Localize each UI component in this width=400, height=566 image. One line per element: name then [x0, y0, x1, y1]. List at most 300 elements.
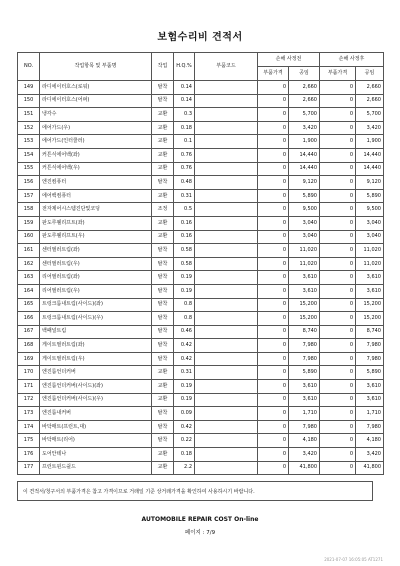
table-row [18, 366, 384, 380]
cell-before-labor: 7,980 [289, 420, 320, 434]
cell-part-code [195, 434, 258, 448]
cell-after-labor: 4,180 [356, 434, 384, 448]
document-title: 보험수리비 견적서 [157, 32, 243, 43]
cell-before-labor: 9,120 [289, 176, 320, 190]
cell-after-part-price: 0 [320, 203, 356, 217]
cell-no: 158 [18, 203, 40, 217]
cell-hours: 0.1 [174, 135, 195, 149]
col-header-no: NO. [18, 53, 40, 81]
table-row [18, 393, 384, 407]
cell-no: 170 [18, 366, 40, 380]
cell-part-code [195, 203, 258, 217]
table-row [18, 325, 384, 339]
cell-part-code [195, 135, 258, 149]
table-row [18, 94, 384, 108]
cell-item: 커튼식에어백(우) [40, 162, 152, 176]
cell-item: 판도루웰리프트(좌) [40, 216, 152, 230]
table-row [18, 189, 384, 203]
cell-part-code [195, 121, 258, 135]
cell-before-labor: 3,420 [289, 448, 320, 462]
cell-no: 154 [18, 148, 40, 162]
cell-before-labor: 14,440 [289, 148, 320, 162]
cell-work: 교환 [152, 393, 174, 407]
table-row [18, 448, 384, 462]
cell-hours: 0.14 [174, 94, 195, 108]
cell-after-part-price: 0 [320, 216, 356, 230]
cell-item: 센터필러트림(우) [40, 257, 152, 271]
cell-item: 엔진룸언더커버(사이드)(우) [40, 393, 152, 407]
cell-before-labor: 3,610 [289, 380, 320, 394]
table-row [18, 108, 384, 122]
cell-hours: 0.76 [174, 162, 195, 176]
cell-part-code [195, 393, 258, 407]
cell-before-labor: 5,890 [289, 366, 320, 380]
cell-no: 161 [18, 244, 40, 258]
cell-no: 168 [18, 339, 40, 353]
cell-before-part-price: 0 [258, 203, 289, 217]
cell-part-code [195, 189, 258, 203]
col-header-after-part-price: 부품가격 [320, 67, 356, 81]
cell-work: 교환 [152, 380, 174, 394]
cell-no: 173 [18, 407, 40, 421]
cell-work: 탈착 [152, 352, 174, 366]
cell-item: 라디에이터호스(로워) [40, 81, 152, 95]
cell-item: 게이트필러트림(좌) [40, 339, 152, 353]
cell-before-labor: 3,610 [289, 393, 320, 407]
cell-after-labor: 15,200 [356, 298, 384, 312]
cell-work: 탈착 [152, 325, 174, 339]
cell-work: 탈착 [152, 298, 174, 312]
cell-after-labor: 3,040 [356, 216, 384, 230]
cell-item: 엔진컴퓨터 [40, 176, 152, 190]
cell-before-part-price: 0 [258, 244, 289, 258]
cell-hours: 0.76 [174, 148, 195, 162]
cell-before-labor: 9,500 [289, 203, 320, 217]
cell-no: 150 [18, 94, 40, 108]
cell-work: 교환 [152, 135, 174, 149]
cell-before-labor: 3,040 [289, 230, 320, 244]
cell-no: 167 [18, 325, 40, 339]
cell-no: 157 [18, 189, 40, 203]
cell-after-labor: 7,980 [356, 420, 384, 434]
table-row [18, 121, 384, 135]
cell-after-labor: 14,440 [356, 162, 384, 176]
cell-part-code [195, 148, 258, 162]
cell-no: 174 [18, 420, 40, 434]
cell-after-part-price: 0 [320, 434, 356, 448]
col-header-item: 작업항목 및 부품명 [40, 53, 152, 81]
cell-item: 센터필러트림(좌) [40, 244, 152, 258]
cell-work: 교환 [152, 216, 174, 230]
cell-work: 조정 [152, 203, 174, 217]
cell-hours: 0.18 [174, 121, 195, 135]
cell-before-part-price: 0 [258, 448, 289, 462]
cell-after-labor: 9,500 [356, 203, 384, 217]
cell-no: 156 [18, 176, 40, 190]
cell-work: 탈착 [152, 271, 174, 285]
cell-before-labor: 4,180 [289, 434, 320, 448]
cell-no: 162 [18, 257, 40, 271]
cell-item: 게이트필러트림(우) [40, 352, 152, 366]
table-row [18, 352, 384, 366]
cell-work: 교환 [152, 148, 174, 162]
cell-hours: 0.31 [174, 366, 195, 380]
table-row [18, 284, 384, 298]
col-header-part-code: 부품코드 [195, 53, 258, 81]
cell-hours: 0.19 [174, 284, 195, 298]
cell-part-code [195, 407, 258, 421]
cell-hours: 0.46 [174, 325, 195, 339]
table-row [18, 312, 384, 326]
cell-item: 라디에이터호스(어퍼) [40, 94, 152, 108]
cell-work: 탈착 [152, 434, 174, 448]
cell-before-labor: 7,980 [289, 339, 320, 353]
cell-work: 교환 [152, 162, 174, 176]
cell-before-part-price: 0 [258, 380, 289, 394]
cell-part-code [195, 271, 258, 285]
cell-before-part-price: 0 [258, 216, 289, 230]
cell-hours: 0.8 [174, 298, 195, 312]
cell-before-part-price: 0 [258, 94, 289, 108]
cell-after-part-price: 0 [320, 312, 356, 326]
cell-hours: 0.19 [174, 393, 195, 407]
cell-item: 프런트윈드쉴드 [40, 461, 152, 475]
cell-before-part-price: 0 [258, 366, 289, 380]
col-header-hours: H.Q.% [174, 53, 195, 81]
cell-no: 165 [18, 298, 40, 312]
cell-after-part-price: 0 [320, 366, 356, 380]
table-row [18, 434, 384, 448]
cell-after-labor: 5,890 [356, 366, 384, 380]
cell-after-labor: 3,610 [356, 380, 384, 394]
cell-after-part-price: 0 [320, 271, 356, 285]
footer-title: AUTOMOBILE REPAIR COST On-line [141, 516, 259, 523]
cell-before-labor: 15,200 [289, 312, 320, 326]
cell-before-labor: 1,710 [289, 407, 320, 421]
cell-no: 176 [18, 448, 40, 462]
cell-after-labor: 3,420 [356, 121, 384, 135]
cell-work: 교환 [152, 189, 174, 203]
cell-item: 에어백컴퓨터 [40, 189, 152, 203]
cell-part-code [195, 216, 258, 230]
table-row [18, 81, 384, 95]
cell-work: 교환 [152, 108, 174, 122]
cell-part-code [195, 284, 258, 298]
cell-after-part-price: 0 [320, 94, 356, 108]
cell-before-part-price: 0 [258, 298, 289, 312]
cell-after-part-price: 0 [320, 325, 356, 339]
cell-before-part-price: 0 [258, 108, 289, 122]
cell-after-labor: 11,020 [356, 257, 384, 271]
cell-before-part-price: 0 [258, 271, 289, 285]
table-row [18, 203, 384, 217]
cell-before-labor: 41,800 [289, 461, 320, 475]
cell-hours: 0.48 [174, 176, 195, 190]
cell-hours: 0.19 [174, 271, 195, 285]
cell-part-code [195, 312, 258, 326]
header-row-1 [18, 53, 384, 67]
cell-item: 트렁크룸내트림(사이드)(좌) [40, 298, 152, 312]
cell-work: 탈착 [152, 312, 174, 326]
cell-no: 149 [18, 81, 40, 95]
cell-before-part-price: 0 [258, 135, 289, 149]
cell-after-labor: 14,440 [356, 148, 384, 162]
cell-after-part-price: 0 [320, 380, 356, 394]
cell-before-part-price: 0 [258, 312, 289, 326]
table-row [18, 216, 384, 230]
cell-part-code [195, 461, 258, 475]
cell-item: 엔진룸내커버 [40, 407, 152, 421]
cell-hours: 0.3 [174, 108, 195, 122]
cell-part-code [195, 257, 258, 271]
cell-part-code [195, 448, 258, 462]
cell-work: 교환 [152, 121, 174, 135]
table-row [18, 380, 384, 394]
cell-before-labor: 3,610 [289, 284, 320, 298]
cell-hours: 0.58 [174, 244, 195, 258]
cell-after-labor: 1,900 [356, 135, 384, 149]
cell-after-part-price: 0 [320, 121, 356, 135]
cell-after-labor: 3,610 [356, 284, 384, 298]
cell-item: 바닥매트(리어) [40, 434, 152, 448]
cell-after-labor: 41,800 [356, 461, 384, 475]
cell-item: 에어가드(인터쿨러) [40, 135, 152, 149]
cell-hours: 0.5 [174, 203, 195, 217]
cell-part-code [195, 352, 258, 366]
cell-item: 백패널트림 [40, 325, 152, 339]
cell-part-code [195, 81, 258, 95]
cell-work: 탈착 [152, 257, 174, 271]
cell-before-labor: 3,610 [289, 271, 320, 285]
cell-part-code [195, 339, 258, 353]
cell-hours: 0.22 [174, 434, 195, 448]
cell-after-part-price: 0 [320, 244, 356, 258]
cell-no: 160 [18, 230, 40, 244]
cell-before-part-price: 0 [258, 189, 289, 203]
cell-before-part-price: 0 [258, 393, 289, 407]
col-header-before-labor: 공임 [289, 67, 320, 81]
cell-after-labor: 3,420 [356, 448, 384, 462]
table-row [18, 257, 384, 271]
cell-hours: 0.31 [174, 189, 195, 203]
cell-after-part-price: 0 [320, 176, 356, 190]
table-row [18, 420, 384, 434]
cell-item: 커튼식에어백(좌) [40, 148, 152, 162]
col-header-work: 작업 [152, 53, 174, 81]
cell-before-labor: 11,020 [289, 257, 320, 271]
cell-hours: 0.16 [174, 230, 195, 244]
cell-after-part-price: 0 [320, 448, 356, 462]
table-row [18, 162, 384, 176]
cell-before-part-price: 0 [258, 325, 289, 339]
cell-part-code [195, 420, 258, 434]
cell-after-part-price: 0 [320, 81, 356, 95]
cell-before-part-price: 0 [258, 81, 289, 95]
cell-after-labor: 3,610 [356, 271, 384, 285]
cell-no: 151 [18, 108, 40, 122]
cell-item: 리어필러트림(우) [40, 284, 152, 298]
cell-after-labor: 5,700 [356, 108, 384, 122]
cell-item: 바닥매트(프런트,대) [40, 420, 152, 434]
cell-work: 탈착 [152, 94, 174, 108]
cell-before-part-price: 0 [258, 407, 289, 421]
table-row [18, 407, 384, 421]
cell-before-part-price: 0 [258, 284, 289, 298]
table-row [18, 230, 384, 244]
cell-hours: 0.19 [174, 380, 195, 394]
cell-before-labor: 1,900 [289, 135, 320, 149]
table-row [18, 298, 384, 312]
table-row [18, 148, 384, 162]
cell-item: 전자제어시스템진단및코딩 [40, 203, 152, 217]
cell-part-code [195, 380, 258, 394]
disclaimer-note: 이 견적서/청구서의 부품가격은 참고 가격이므로 거래일 기준 상거래가격을 확인하여 사용하시기 바랍니다. [17, 481, 373, 501]
table-row [18, 461, 384, 475]
cell-no: 175 [18, 434, 40, 448]
cell-no: 172 [18, 393, 40, 407]
cell-part-code [195, 108, 258, 122]
cell-no: 159 [18, 216, 40, 230]
cell-no: 171 [18, 380, 40, 394]
cell-item: 트렁크룸내트림(사이드)(우) [40, 312, 152, 326]
cell-part-code [195, 230, 258, 244]
cell-hours: 0.09 [174, 407, 195, 421]
cell-after-labor: 2,660 [356, 94, 384, 108]
cell-work: 교환 [152, 461, 174, 475]
cell-after-labor: 7,980 [356, 352, 384, 366]
table-row [18, 271, 384, 285]
cell-before-part-price: 0 [258, 461, 289, 475]
table-row [18, 244, 384, 258]
cell-before-labor: 2,660 [289, 81, 320, 95]
cell-after-part-price: 0 [320, 407, 356, 421]
cell-after-labor: 3,040 [356, 230, 384, 244]
cell-work: 탈착 [152, 420, 174, 434]
cell-work: 탈착 [152, 81, 174, 95]
col-header-before-part-price: 부품가격 [258, 67, 289, 81]
cell-before-part-price: 0 [258, 176, 289, 190]
cell-item: 엔진룸언더커버 [40, 366, 152, 380]
cell-after-labor: 15,200 [356, 312, 384, 326]
table-row [18, 176, 384, 190]
table-body [18, 81, 384, 475]
cell-hours: 0.42 [174, 339, 195, 353]
cell-part-code [195, 298, 258, 312]
cell-after-part-price: 0 [320, 230, 356, 244]
cell-before-part-price: 0 [258, 121, 289, 135]
cell-after-part-price: 0 [320, 108, 356, 122]
cell-work: 교환 [152, 448, 174, 462]
cell-no: 153 [18, 135, 40, 149]
cell-after-part-price: 0 [320, 298, 356, 312]
cell-hours: 0.18 [174, 448, 195, 462]
cell-item: 리어필러트림(좌) [40, 271, 152, 285]
cell-after-labor: 5,890 [356, 189, 384, 203]
table-row [18, 135, 384, 149]
cell-after-labor: 2,660 [356, 81, 384, 95]
page-number: 페이지 : 7/9 [184, 530, 216, 536]
cell-hours: 0.14 [174, 81, 195, 95]
cell-before-part-price: 0 [258, 257, 289, 271]
cell-part-code [195, 176, 258, 190]
cell-before-labor: 5,700 [289, 108, 320, 122]
cell-item: 엔진룸언더커버(사이드)(좌) [40, 380, 152, 394]
cell-before-part-price: 0 [258, 148, 289, 162]
col-group-before: 손해 사정전 [258, 53, 320, 67]
col-group-after: 손해 사정후 [320, 53, 384, 67]
cell-after-part-price: 0 [320, 284, 356, 298]
cell-item: 냉각수 [40, 108, 152, 122]
cell-before-part-price: 0 [258, 420, 289, 434]
cell-no: 163 [18, 271, 40, 285]
cell-after-labor: 9,120 [356, 176, 384, 190]
cell-before-part-price: 0 [258, 162, 289, 176]
cell-after-labor: 11,020 [356, 244, 384, 258]
cell-item: 에어가드(우) [40, 121, 152, 135]
cell-hours: 2.2 [174, 461, 195, 475]
cell-part-code [195, 325, 258, 339]
cell-work: 탈착 [152, 244, 174, 258]
cell-after-labor: 8,740 [356, 325, 384, 339]
cell-item: 판도루웰리프트(우) [40, 230, 152, 244]
cell-before-part-price: 0 [258, 434, 289, 448]
repair-cost-table [17, 52, 384, 475]
cell-before-labor: 14,440 [289, 162, 320, 176]
cell-before-labor: 5,890 [289, 189, 320, 203]
cell-after-part-price: 0 [320, 461, 356, 475]
col-header-after-labor: 공임 [356, 67, 384, 81]
cell-before-labor: 3,040 [289, 216, 320, 230]
cell-after-labor: 3,610 [356, 393, 384, 407]
cell-before-labor: 7,980 [289, 352, 320, 366]
cell-no: 169 [18, 352, 40, 366]
cell-after-part-price: 0 [320, 189, 356, 203]
cell-before-labor: 15,200 [289, 298, 320, 312]
table-row [18, 339, 384, 353]
cell-before-labor: 2,660 [289, 94, 320, 108]
cell-after-part-price: 0 [320, 393, 356, 407]
cell-before-labor: 11,020 [289, 244, 320, 258]
cell-part-code [195, 162, 258, 176]
cell-no: 177 [18, 461, 40, 475]
cell-after-part-price: 0 [320, 420, 356, 434]
cell-no: 164 [18, 284, 40, 298]
cell-after-part-price: 0 [320, 148, 356, 162]
cell-no: 155 [18, 162, 40, 176]
cell-after-part-price: 0 [320, 135, 356, 149]
cell-work: 탈착 [152, 407, 174, 421]
cell-after-labor: 7,980 [356, 339, 384, 353]
print-stamp: 2021-07-07 16:05:05 AT1271 [324, 557, 383, 562]
cell-after-part-price: 0 [320, 162, 356, 176]
cell-before-part-price: 0 [258, 352, 289, 366]
cell-part-code [195, 366, 258, 380]
cell-before-labor: 8,740 [289, 325, 320, 339]
cell-hours: 0.58 [174, 257, 195, 271]
cell-no: 152 [18, 121, 40, 135]
cell-work: 교환 [152, 366, 174, 380]
cell-hours: 0.8 [174, 312, 195, 326]
cell-before-labor: 3,420 [289, 121, 320, 135]
cell-item: 도어안테나 [40, 448, 152, 462]
cell-work: 탈착 [152, 176, 174, 190]
cell-no: 166 [18, 312, 40, 326]
cell-after-part-price: 0 [320, 352, 356, 366]
cell-after-part-price: 0 [320, 257, 356, 271]
cell-hours: 0.42 [174, 352, 195, 366]
cell-hours: 0.16 [174, 216, 195, 230]
cell-work: 탈착 [152, 339, 174, 353]
